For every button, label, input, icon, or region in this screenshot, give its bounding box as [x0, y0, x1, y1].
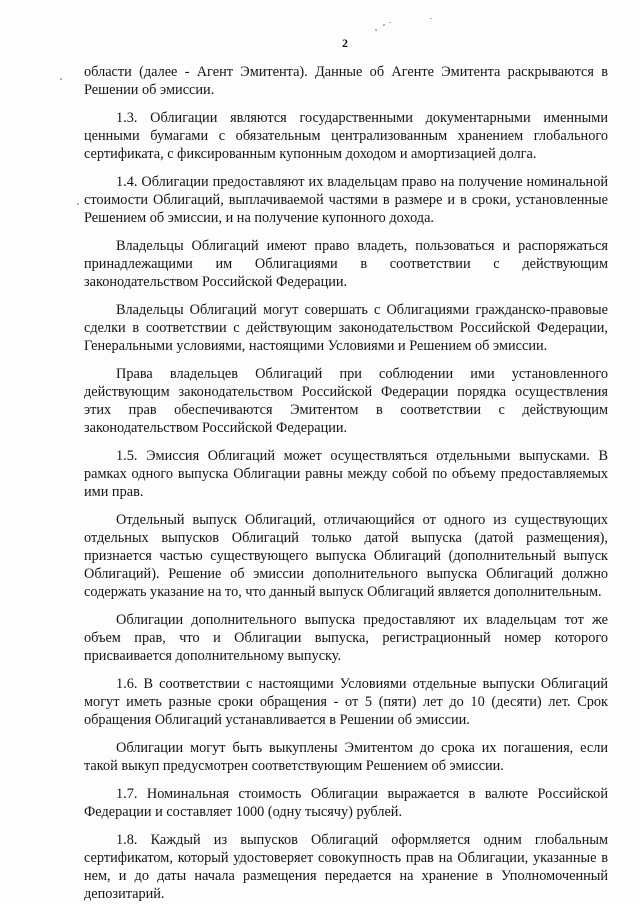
- paragraph-additional-issue: Отдельный выпуск Облигаций, отличающийся от одного из существующих отдельных выпусков Облигаций только датой выпуска (датой размещения), признается частью существующего выпуска Облигаций (дополнительный выпуск Облигаций). Решение об эмиссии дополнительного выпуска Облигаций должно содержать указание на то, что данный выпуск Облигаций является дополнительным.: [84, 512, 608, 600]
- scan-speck: [77, 203, 79, 205]
- paragraph-1-6: 1.6. В соответствии с настоящими Условиями отдельные выпуски Облигаций могут иметь разные сроки обращения - от 5 (пяти) лет до 10 (десяти) лет. Срок обращения Облигаций устанавливается в Решении об эмиссии.: [84, 676, 608, 728]
- scan-speck: [375, 29, 377, 31]
- paragraph-owner-rights: Владельцы Облигаций имеют право владеть, пользоваться и распоряжаться принадлежащими им Облигациями в соответствии с действующим законодательством Российской Федерации.: [84, 238, 608, 290]
- paragraph-owner-transactions: Владельцы Облигаций могут совершать с Облигациями гражданско-правовые сделки в соответствии с действующим законодательством Российской Федерации, Генеральными условиями, настоящими Условиями и Решением об эмиссии.: [84, 302, 608, 354]
- paragraph-1-7: 1.7. Номинальная стоимость Облигации выражается в валюте Российской Федерации и составляет 1000 (одну тысячу) рублей.: [84, 786, 608, 820]
- paragraph-1-4: 1.4. Облигации предоставляют их владельцам право на получение номинальной стоимости Облигаций, выплачиваемой частями в размере и в сроки, установленные Решением об эмиссии, и на получение купонного дохода.: [84, 174, 608, 226]
- scan-speck: [430, 18, 432, 19]
- paragraph-1-5: 1.5. Эмиссия Облигаций может осуществляться отдельными выпусками. В рамках одного выпуска Облигации равны между собой по объему предоставляемых ими прав.: [84, 448, 608, 500]
- paragraph-1-3: 1.3. Облигации являются государственными документарными именными ценными бумагами с обязательным централизованным хранением глобального сертификата, с фиксированным купонным доходом и амортизацией долга.: [84, 110, 608, 162]
- scan-speck: [383, 24, 385, 26]
- paragraph-agent-continuation: области (далее - Агент Эмитента). Данные об Агенте Эмитента раскрываются в Решении об эмиссии.: [84, 64, 608, 98]
- document-body: [84, 63, 608, 913]
- scan-speck: [389, 22, 391, 23]
- paragraph-early-redemption: Облигации могут быть выкуплены Эмитентом до срока их погашения, если такой выкуп предусмотрен соответствующим Решением об эмиссии.: [84, 740, 608, 774]
- paragraph-rights-enforcement: Права владельцев Облигаций при соблюдении ими установленного действующим законодательством Российской Федерации порядка осуществления этих прав обеспечиваются Эмитентом в соответствии с действующим законодательством Российской Федерации.: [84, 366, 608, 436]
- page-number: 2: [342, 36, 348, 50]
- paragraph-additional-issue-rights: Облигации дополнительного выпуска предоставляют их владельцам тот же объем прав, что и Облигации выпуска, регистрационный номер которого присваивается дополнительному выпуску.: [84, 612, 608, 664]
- scan-speck: [60, 78, 62, 80]
- paragraph-1-8: 1.8. Каждый из выпусков Облигаций оформляется одним глобальным сертификатом, который удостоверяет совокупность прав на Облигации, указанные в нем, и до даты начала размещения передается на хранение в Уполномоченный депозитарий.: [84, 832, 608, 902]
